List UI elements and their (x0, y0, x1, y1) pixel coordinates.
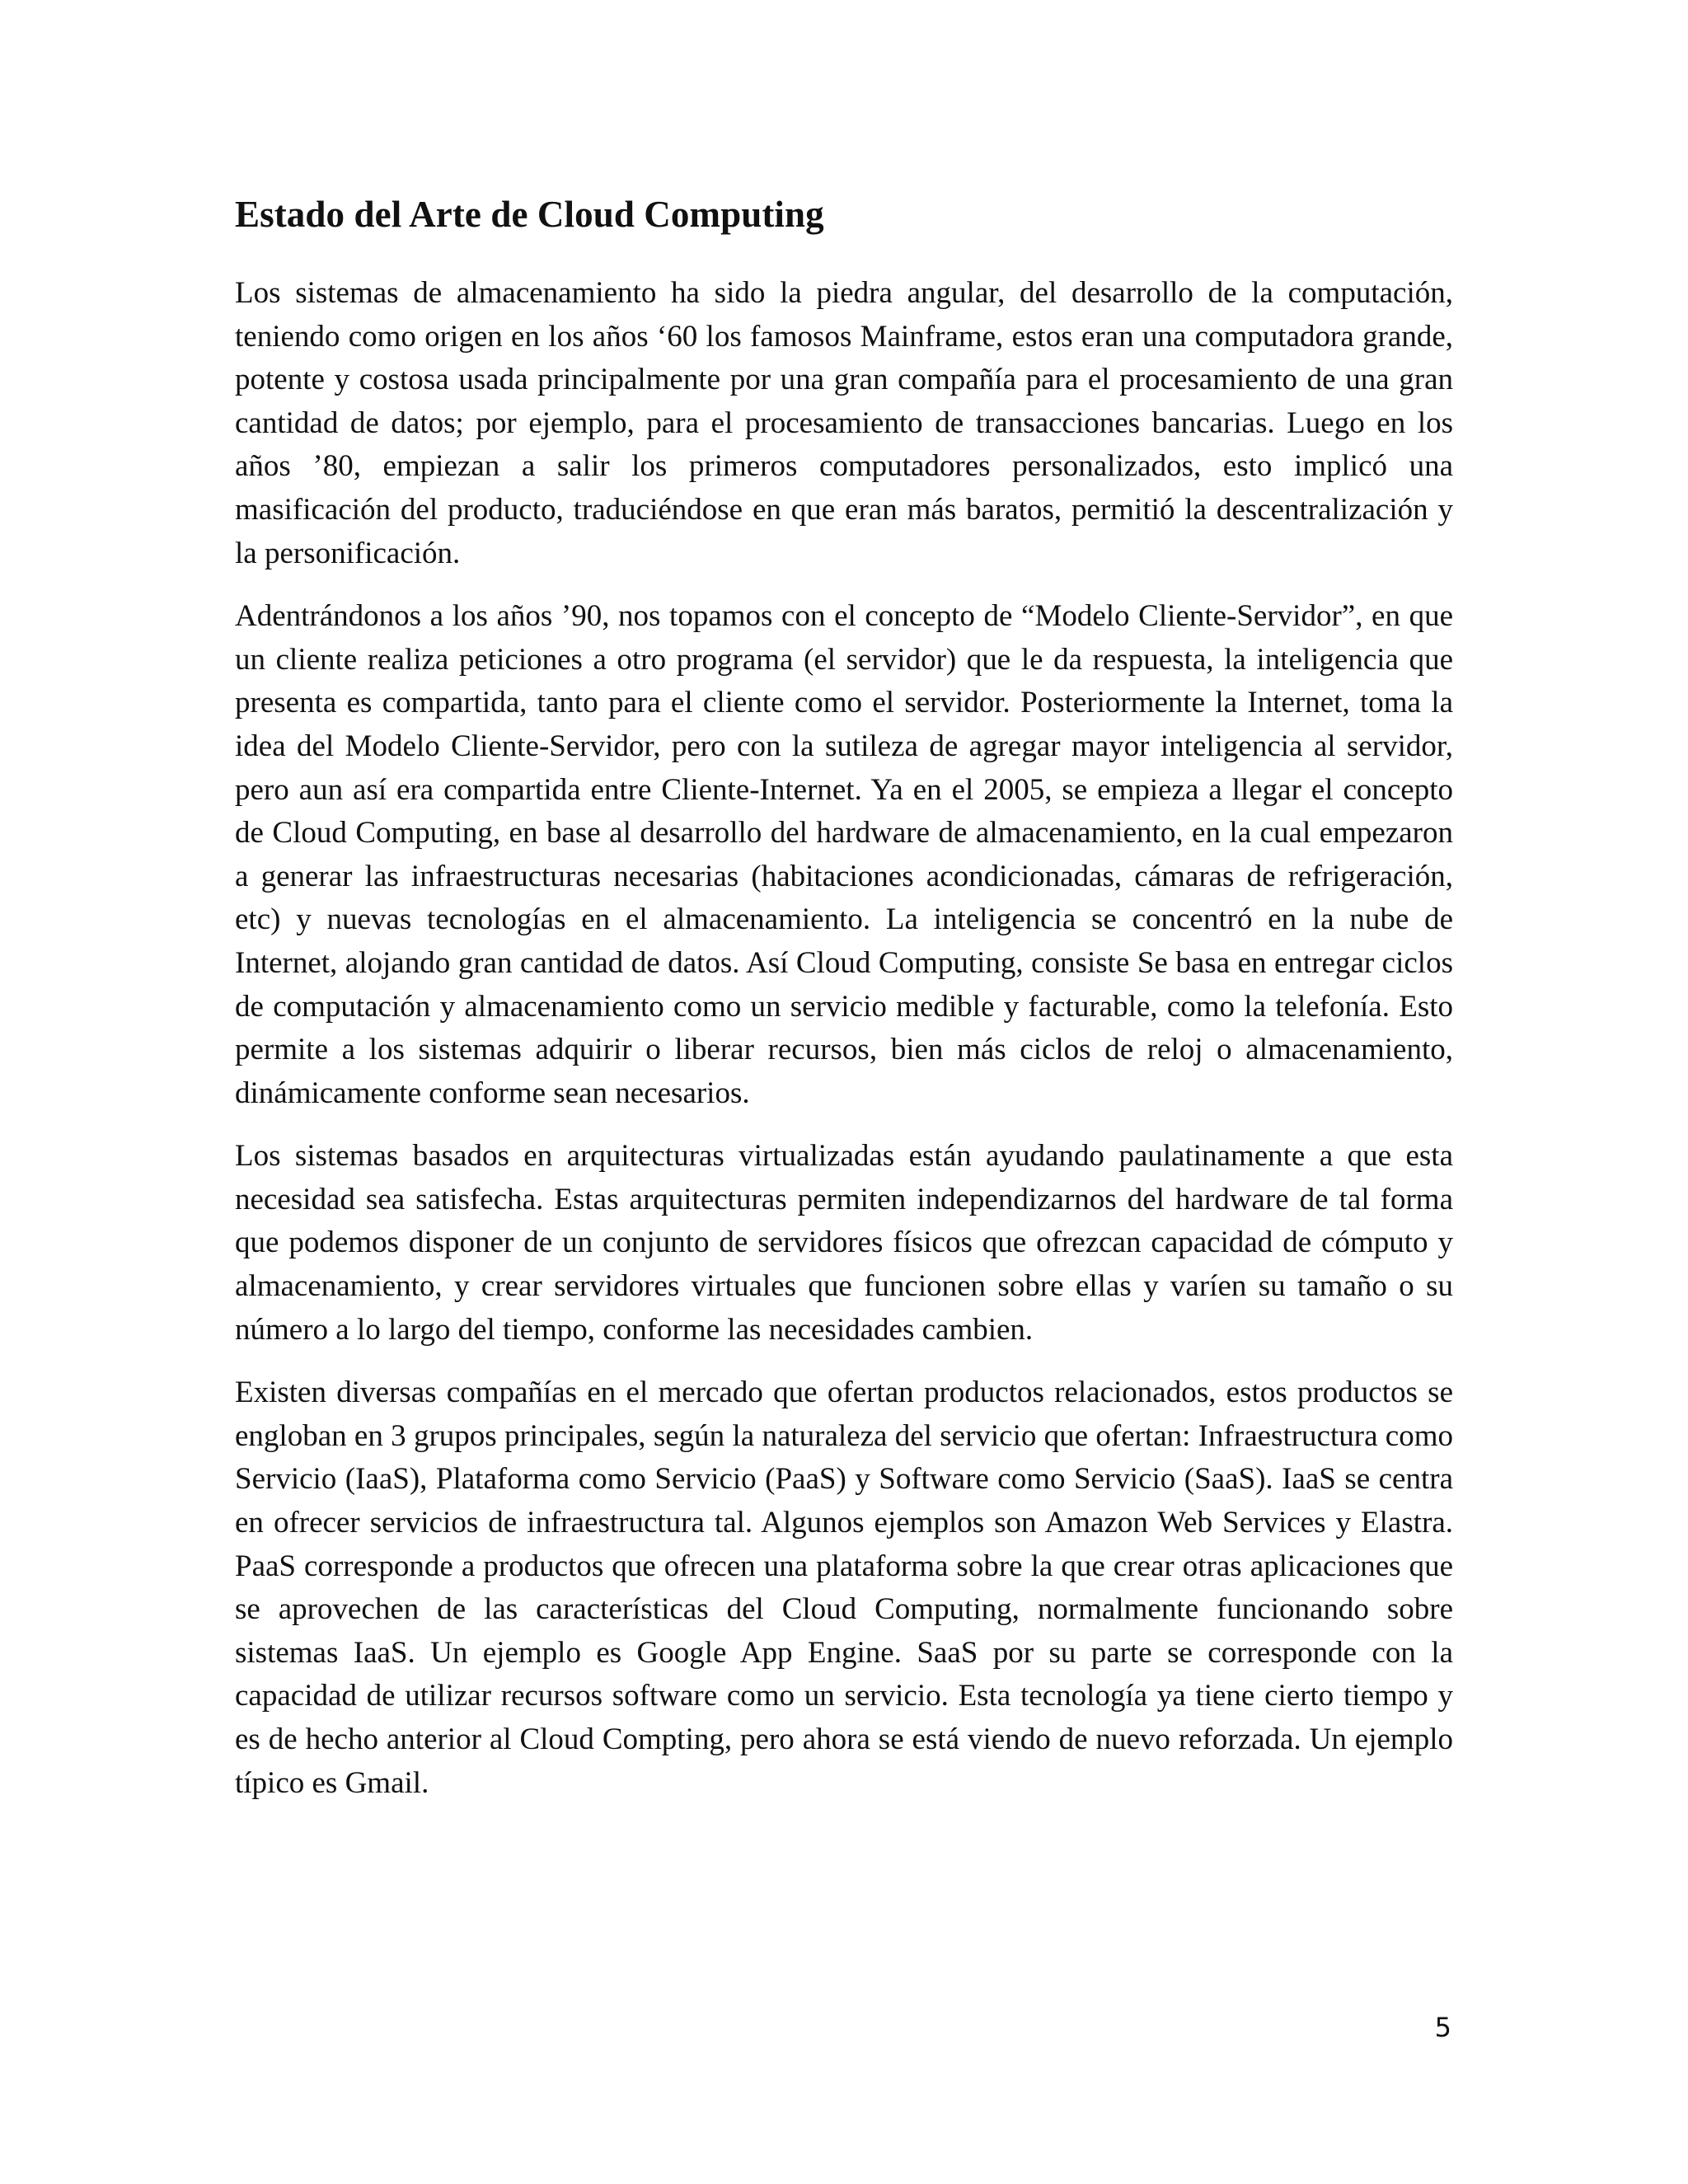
paragraph-history: Los sistemas de almacenamiento ha sido la piedra angular, del desarrollo de la computación, teniendo como origen en los años ‘60 los famosos Mainframe, estos eran una computadora grande, potente y costosa usada principalmente por una gran compañía para el procesamiento de una gran cantidad de datos; por ejemplo, para el procesamiento de transacciones bancarias. Luego en los años ’80, empiezan a salir los primeros computadores personalizados, esto implicó una masificación del producto, traduciéndose en que eran más baratos, permitió la descentralización y la personificación. (235, 276, 1453, 570)
page-content (235, 190, 1453, 1825)
paragraph-virtualization: Los sistemas basados en arquitecturas virtualizadas están ayudando paulatinamente a que esta necesidad sea satisfecha. Estas arquitecturas permiten independizarnos del hardware de tal forma que podemos disponer de un conjunto de servidores físicos que ofrezcan capacidad de cómputo y almacenamiento, y crear servidores virtuales que funcionen sobre ellas y varíen su tamaño o su número a lo largo del tiempo, conforme las necesidades cambien. (235, 1139, 1453, 1347)
paragraph-service-models: Existen diversas compañías en el mercado que ofertan productos relacionados, estos productos se engloban en 3 grupos principales, según la naturaleza del servicio que ofertan: Infraestructura como Servicio (IaaS), Plataforma como Servicio (PaaS) y Software como Servicio (SaaS). IaaS se centra en ofrecer servicios de infraestructura tal. Algunos ejemplos son Amazon Web Services y Elastra. PaaS corresponde a productos que ofrecen una plataforma sobre la que crear otras aplicaciones que se aprovechen de las características del Cloud Computing, normalmente funcionando sobre sistemas IaaS. Un ejemplo es Google App Engine. SaaS por su parte se corresponde con la capacidad de utilizar recursos software como un servicio. Esta tecnología ya tiene cierto tiempo y es de hecho anterior al Cloud Compting, pero ahora se está viendo de nuevo reforzada. Un ejemplo típico es Gmail. (235, 1376, 1453, 1800)
paragraph-client-server: Adentrándonos a los años ’90, nos topamos con el concepto de “Modelo Cliente-Servidor”, en que un cliente realiza peticiones a otro programa (el servidor) que le da respuesta, la inteligencia que presenta es compartida, tanto para el cliente como el servidor. Posteriormente la Internet, toma la idea del Modelo Cliente-Servidor, pero con la sutileza de agregar mayor inteligencia al servidor, pero aun así era compartida entre Cliente-Internet. Ya en el 2005, se empieza a llegar el concepto de Cloud Computing, en base al desarrollo del hardware de almacenamiento, en la cual empezaron a generar las infraestructuras necesarias (habitaciones acondicionadas, cámaras de refrigeración, etc) y nuevas tecnologías en el almacenamiento. La inteligencia se concentró en la nube de Internet, alojando gran cantidad de datos. Así Cloud Computing, consiste Se basa en entregar ciclos de computación y almacenamiento como un servicio medible y facturable, como la telefonía. Esto permite a los sistemas adquirir o liberar recursos, bien más ciclos de reloj o almacenamiento, dinámicamente conforme sean necesarios. (235, 599, 1453, 1110)
section-title: Estado del Arte de Cloud Computing (235, 194, 824, 235)
page-number: 5 (1434, 2012, 1451, 2043)
